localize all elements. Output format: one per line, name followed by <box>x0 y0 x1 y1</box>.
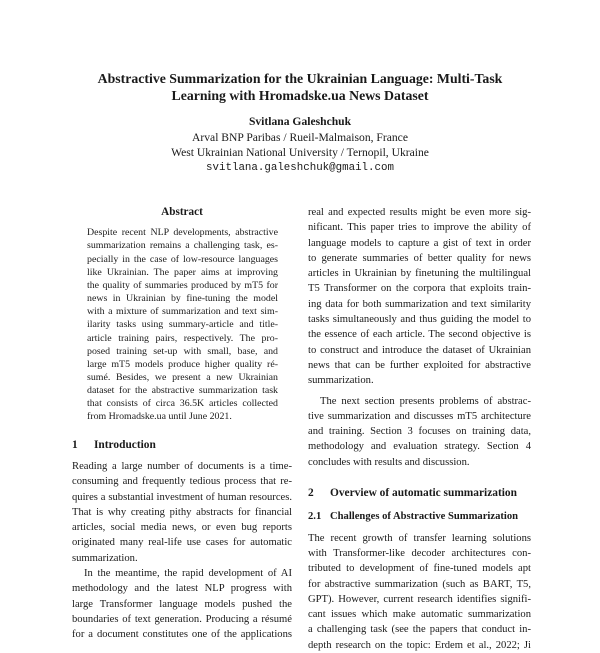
section-title: Introduction <box>94 438 156 451</box>
abstract-line: Despite recent NLP developments, abstractive <box>87 227 278 239</box>
abstract-line: with a mixture of summarization and text sim- <box>87 306 278 318</box>
abstract-line: the quality of summaries produced by mT5 for <box>87 279 278 291</box>
intro-paragraph-2 <box>72 566 292 642</box>
body-line: methodology and evaluation strategy. Section 4 <box>308 441 531 453</box>
author-affiliation-2: West Ukrainian National University / Ternopil, Ukraine <box>171 146 429 159</box>
body-line: In the meantime, the rapid development of AI <box>84 568 292 580</box>
body-line: ing data for both summarization and text similarity <box>308 298 531 310</box>
section2-paragraph <box>308 531 531 653</box>
body-line: and training. Section 3 focuses on training data, <box>308 426 531 438</box>
body-line: the essence of each article. The second objective is <box>308 329 531 341</box>
intro-paragraph-1 <box>72 459 292 566</box>
body-line: articles, social media news, or even bug reports <box>72 522 292 534</box>
body-line: language models to capture a gist of text in order <box>308 237 531 249</box>
subsection-title: Challenges of Abstractive Summarization <box>330 511 519 523</box>
abstract-line: large mT5 models produce higher quality ré- <box>87 358 278 370</box>
body-line: Reading a large number of documents is a time- <box>72 460 292 472</box>
abstract-line: sumé. Besides, we present a new Ukrainian <box>87 372 278 384</box>
body-line: The next section presents problems of abstrac- <box>320 395 531 407</box>
author-affiliation-1: Arval BNP Paribas / Rueil-Malmaison, France <box>192 130 408 144</box>
body-line: tasks simultaneously and thus guiding the model to <box>308 314 531 326</box>
author-email: svitlana.galeshchuk@gmail.com <box>206 161 394 174</box>
body-line: concludes with results and discussion. <box>308 456 470 468</box>
body-line: tive summarization and discusses mT5 architecture <box>308 410 531 422</box>
body-line: articles in Ukrainian by finetuning the multilingual <box>308 268 531 280</box>
body-line: large Transformer language models pushed the <box>72 598 292 610</box>
body-line: real and expected results might be even more sig- <box>308 207 531 218</box>
body-line: originated many real-life use cases for automatic <box>72 537 292 549</box>
abstract-line: from Hromadske.ua until June 2021. <box>87 411 232 423</box>
body-line: to generate summaries of better quality for news <box>308 252 531 264</box>
abstract-line: news in Ukrainian by fine-tuning the model <box>87 293 278 305</box>
section-title: Overview of automatic summarization <box>330 487 517 500</box>
body-line: news that can be further exploited for abstractive <box>308 359 531 371</box>
body-line: to construct and introduce the dataset of Ukrainian <box>308 344 531 356</box>
body-line: GPT). However, current research identifies signifi- <box>308 593 531 605</box>
body-line: a challenging task (see the papers that conduct in- <box>308 624 531 636</box>
abstract-line: ilarity tasks using summary-article and title- <box>87 319 278 331</box>
body-line: for a document constitutes one of the applications <box>72 629 292 641</box>
abstract-line: dataset for the abstractive summarization task <box>87 385 278 397</box>
title-line-2: Learning with Hromadske.ua News Dataset <box>171 88 429 103</box>
abstract-line: that consists of circa 36.5K articles collected <box>87 398 278 410</box>
intro-paragraph-3 <box>308 205 531 389</box>
body-line: nificant. This paper tries to improve the ability of <box>308 222 531 234</box>
left-column <box>72 205 292 643</box>
paper-title <box>60 70 540 104</box>
abstract-line: like Ukrainian. The paper aims at improving <box>87 266 278 278</box>
subsection-heading-challenges <box>308 509 531 524</box>
section-heading-overview <box>308 486 531 501</box>
abstract-line: article training pairs, respectively. The pro- <box>87 332 278 344</box>
body-line: tributed to development of fine-tuned models apt <box>308 563 531 575</box>
abstract-body <box>72 226 292 423</box>
body-line: boundaries of text generation. Producing a résumé <box>72 613 292 625</box>
body-line: T5 Transformer on the corpora that exploits train- <box>308 283 531 295</box>
abstract-line: posed training set-up with small, base, and <box>87 345 278 357</box>
body-line: quires a substantial investment of human resources. <box>72 491 292 503</box>
body-line: methodology and the latest NLP progress with <box>72 583 292 595</box>
body-line: consuming and frequently tedious process that re- <box>72 476 292 488</box>
subsection-number: 2.1 <box>308 511 322 523</box>
abstract-line: pecially in the case of low-resource languages <box>87 253 278 265</box>
right-column <box>308 205 531 653</box>
section-number: 2 <box>308 487 314 500</box>
section-number: 1 <box>72 438 78 451</box>
body-line: summarization. <box>308 375 374 387</box>
intro-paragraph-4 <box>308 394 531 470</box>
author-block <box>60 114 540 176</box>
body-line: cant issues which make automatic summarization <box>308 609 531 621</box>
abstract-line: summarization remains a challenging task, es- <box>87 240 278 252</box>
title-line-1: Abstractive Summarization for the Ukrainian Language: Multi-Task <box>97 71 503 86</box>
body-line: The recent growth of transfer learning solutions <box>308 532 531 544</box>
body-line: summarization. <box>72 552 138 564</box>
body-line: depth research on the topic: Erdem et al., 2022; Ji <box>308 639 531 651</box>
body-line: with Transformer-like decoder architectures con- <box>308 547 531 559</box>
section-heading-introduction <box>72 438 292 453</box>
author-name: Svitlana Galeshchuk <box>248 115 352 128</box>
body-line: That is why creating pithy abstracts for financial <box>72 506 292 518</box>
abstract-heading: Abstract <box>161 206 203 218</box>
body-line: for abstractive summarization (such as BART, T5, <box>308 578 531 590</box>
